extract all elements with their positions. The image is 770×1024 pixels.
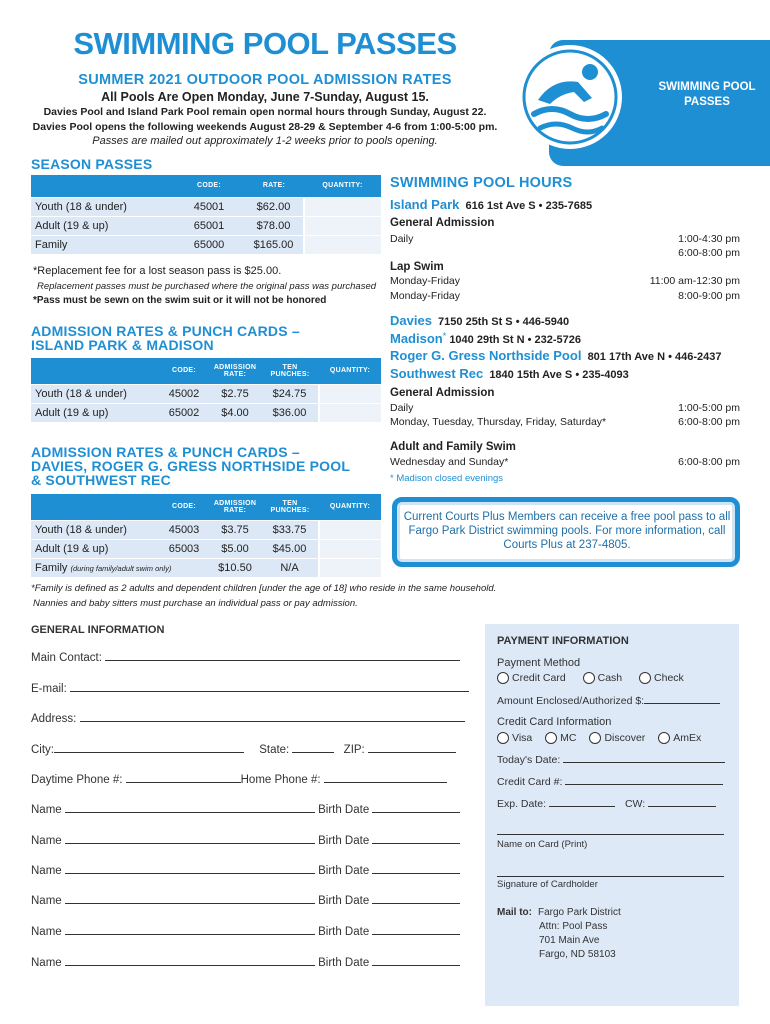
hours-heading: SWIMMING POOL HOURS xyxy=(390,175,573,191)
badge-label: SWIMMING POOL PASSES xyxy=(658,81,756,108)
main-contact-field[interactable]: Main Contact: xyxy=(31,652,460,664)
replacement-purchase-note: Replacement passes must be purchased where the original pass was purchased xyxy=(37,281,377,292)
mail-address-3: 701 Main Ave xyxy=(539,935,600,946)
quantity-field[interactable] xyxy=(319,539,381,558)
island-table: CODE: ADMISSION RATE: TEN PUNCHES: QUANTITY: Youth (18 & under) 45002 $2.75 $24.75 Adult (19 & up) 65002 $4.00 $36.00 xyxy=(31,358,381,423)
amount-field[interactable]: Amount Enclosed/Authorized $: xyxy=(497,695,720,707)
table-row: Adult (19 & up) 65002 $4.00 $36.00 xyxy=(31,403,381,422)
nannies-note: Nannies and baby sitters must purchase an individual pass or pay admission. xyxy=(33,598,358,609)
discover-radio[interactable]: Discover xyxy=(589,732,645,744)
quantity-field[interactable] xyxy=(304,216,381,235)
phone-field[interactable]: Daytime Phone #: Home Phone #: xyxy=(31,774,447,786)
page-subtitle: SUMMER 2021 OUTDOOR POOL ADMISSION RATES xyxy=(78,72,452,88)
credit-card-number-field[interactable]: Credit Card #: xyxy=(497,776,723,788)
address-field[interactable]: Address: xyxy=(31,713,465,725)
name-birth-row[interactable]: Name Birth Date xyxy=(31,835,460,847)
mailing-note: Passes are mailed out approximately 1-2 weeks prior to pools opening. xyxy=(92,135,438,147)
quantity-field[interactable] xyxy=(304,197,381,216)
table-row: Youth (18 & under) 45001 $62.00 xyxy=(31,197,381,216)
payment-heading: PAYMENT INFORMATION xyxy=(497,635,629,647)
mc-radio[interactable]: MC xyxy=(545,732,576,744)
name-birth-row[interactable]: Name Birth Date xyxy=(31,957,460,969)
quantity-field[interactable] xyxy=(319,520,381,539)
replacement-fee-note: *Replacement fee for a lost season pass is $25.00. xyxy=(33,265,282,277)
open-dates: All Pools Are Open Monday, June 7-Sunday, August 15. xyxy=(101,90,429,104)
table-row: Youth (18 & under) 45002 $2.75 $24.75 xyxy=(31,384,381,403)
signature-field[interactable] xyxy=(497,865,724,880)
quantity-field[interactable] xyxy=(319,558,381,577)
quantity-field[interactable] xyxy=(304,235,381,254)
davies-heading-2: DAVIES, ROGER G. GRESS NORTHSIDE POOL xyxy=(31,458,351,474)
mail-address-1: Fargo Park District xyxy=(538,907,621,918)
season-table xyxy=(31,175,381,255)
col-code: CODE: xyxy=(174,175,244,197)
courts-plus-text: Current Courts Plus Members can receive a free pool pass to all Fargo Park District swimming pools. For more information, call Courts Plus at 237-4805. xyxy=(403,511,731,551)
mail-address-4: Fargo, ND 58103 xyxy=(539,949,616,960)
general-heading: GENERAL INFORMATION xyxy=(31,624,165,636)
credit-card-radio[interactable]: Credit Card xyxy=(497,672,566,684)
swimmer-logo-icon xyxy=(508,42,638,152)
amex-radio[interactable]: AmEx xyxy=(658,732,701,744)
extended-hours-note: Davies Pool and Island Park Pool remain open normal hours through Sunday, August 22. xyxy=(43,106,487,118)
table-row: Youth (18 & under) 45003 $3.75 $33.75 xyxy=(31,520,381,539)
davies-weekends-note: Davies Pool opens the following weekends August 28-29 & September 4-6 from 1:00-5:00 pm. xyxy=(32,121,498,133)
davies-table: CODE: ADMISSION RATE: TEN PUNCHES: QUANTITY: Youth (18 & under) 45003 $3.75 $33.75 Adult (19 & up) 65003 $5.00 $45.00 Family (during family/adult swim only) $10.50 N/A xyxy=(31,494,381,578)
quantity-field[interactable] xyxy=(319,384,381,403)
island-heading-1: ADMISSION RATES & PUNCH CARDS – xyxy=(31,323,300,339)
season-heading: SEASON PASSES xyxy=(31,156,153,172)
cash-radio[interactable]: Cash xyxy=(583,672,623,684)
mail-address-2: Attn: Pool Pass xyxy=(539,921,608,932)
todays-date-field[interactable]: Today's Date: xyxy=(497,754,725,766)
name-birth-row[interactable]: Name Birth Date xyxy=(31,865,460,877)
sewn-note: *Pass must be sewn on the swim suit or it will not be honored xyxy=(33,295,327,306)
name-birth-row[interactable]: Name Birth Date xyxy=(31,926,460,938)
check-radio[interactable]: Check xyxy=(639,672,684,684)
name-birth-row[interactable]: Name Birth Date xyxy=(31,895,460,907)
city-state-zip-field[interactable]: City: State: ZIP: xyxy=(31,744,476,756)
col-rate: RATE: xyxy=(244,175,304,197)
island-heading-2: ISLAND PARK & MADISON xyxy=(31,337,214,353)
table-row: Family (during family/adult swim only) $10.50 N/A xyxy=(31,558,381,577)
davies-heading-3: & SOUTHWEST REC xyxy=(31,472,171,488)
table-row: Family 65000 $165.00 xyxy=(31,235,381,254)
name-birth-row[interactable]: Name Birth Date xyxy=(31,804,460,816)
quantity-field[interactable] xyxy=(319,403,381,422)
name-on-card-field[interactable] xyxy=(497,821,724,838)
col-quantity: QUANTITY: xyxy=(304,175,381,197)
family-definition: *Family is defined as 2 adults and dependent children [under the age of 18] who reside in the same household. xyxy=(31,583,497,594)
expiration-field[interactable]: Exp. Date: CW: xyxy=(497,798,716,810)
table-row: Adult (19 & up) 65001 $78.00 xyxy=(31,216,381,235)
page-title: SWIMMING POOL PASSES xyxy=(73,26,457,61)
email-field[interactable]: E-mail: xyxy=(31,683,469,695)
davies-heading-1: ADMISSION RATES & PUNCH CARDS – xyxy=(31,444,300,460)
table-row: Adult (19 & up) 65003 $5.00 $45.00 xyxy=(31,539,381,558)
visa-radio[interactable]: Visa xyxy=(497,732,532,744)
